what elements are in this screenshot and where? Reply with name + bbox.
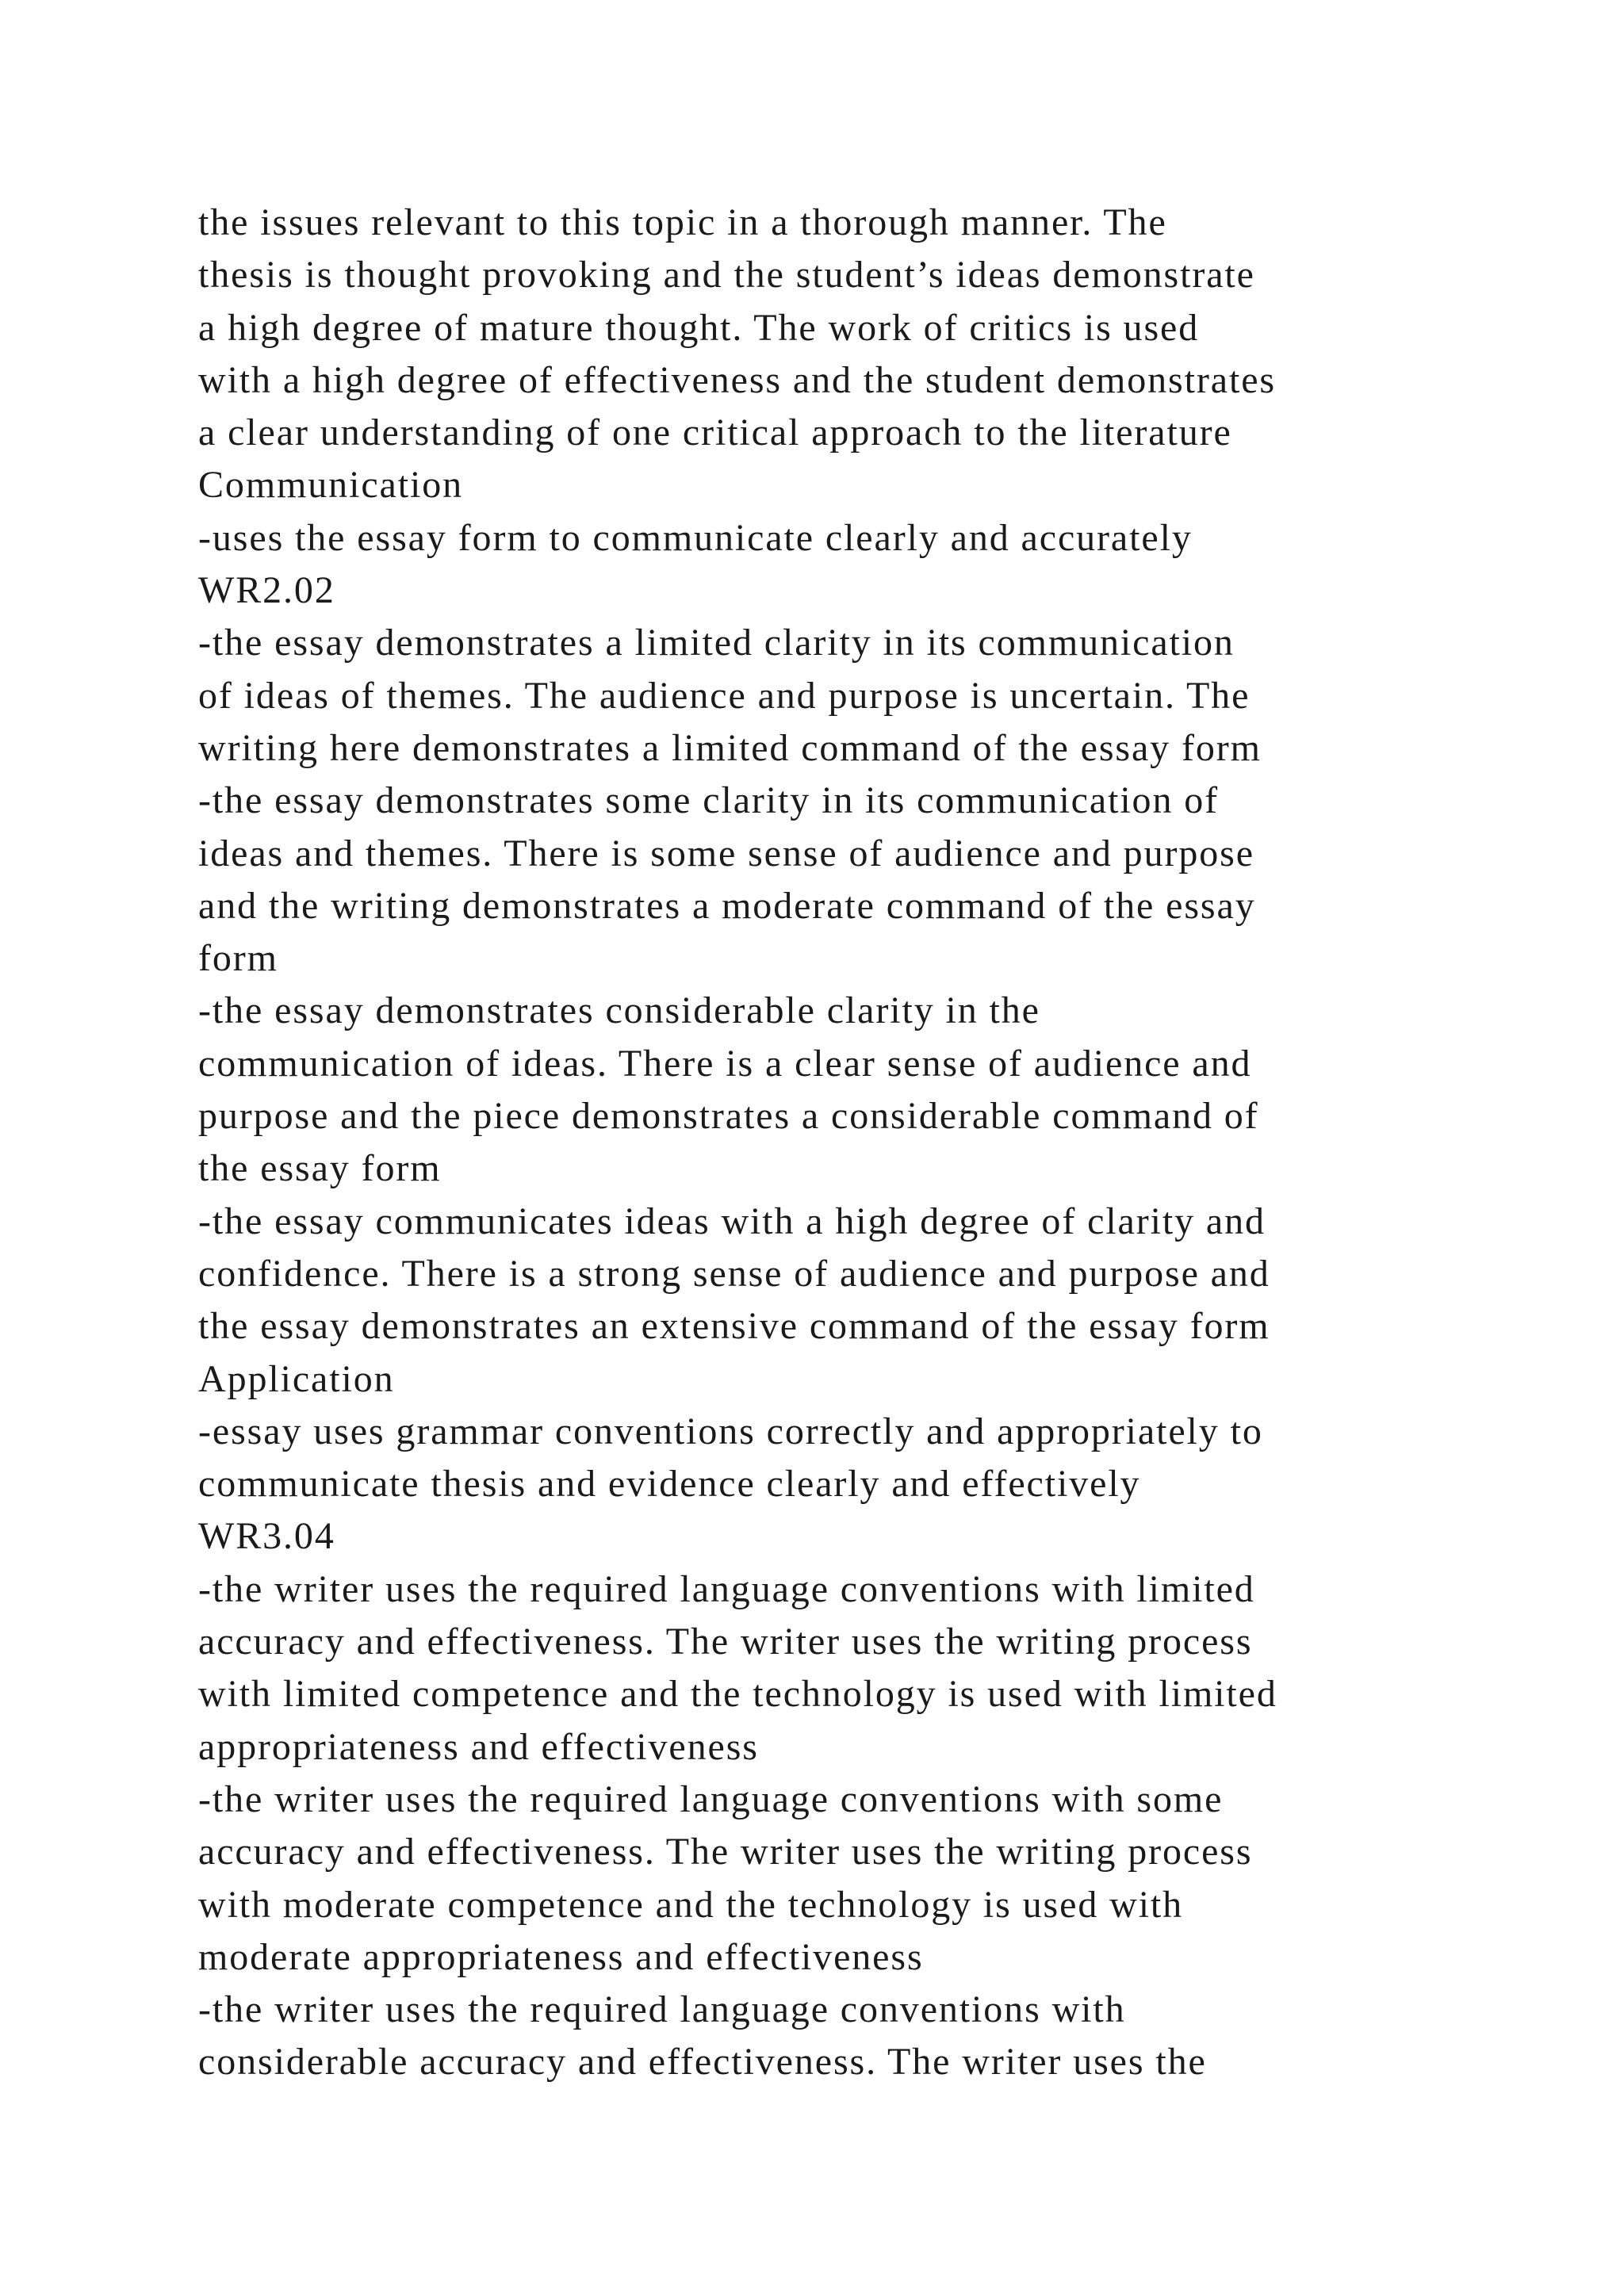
text-line: -the essay demonstrates a limited clarity in its communication	[198, 622, 1235, 664]
text-line: a high degree of mature thought. The work of critics is used	[198, 306, 1200, 349]
text-line: -essay uses grammar conventions correctly and appropriately to	[198, 1410, 1263, 1452]
document-body	[198, 197, 1562, 2089]
text-line: ideas and themes. There is some sense of audience and purpose	[198, 832, 1254, 874]
criterion-code: WR2.02	[198, 569, 335, 612]
text-line: form	[198, 937, 278, 980]
text-line: thesis is thought provoking and the student’s ideas demonstrate	[198, 254, 1255, 297]
text-line: -the essay communicates ideas with a high degree of clarity and	[198, 1200, 1266, 1242]
text-line: with moderate competence and the technology is used with	[198, 1883, 1184, 1926]
text-line: the issues relevant to this topic in a thorough manner. The	[198, 201, 1167, 243]
text-line: -the essay demonstrates considerable clarity in the	[198, 989, 1040, 1032]
text-line: considerable accuracy and effectiveness. The writer uses the	[198, 2041, 1207, 2084]
text-line: appropriateness and effectiveness	[198, 1725, 759, 1768]
text-line: -the essay demonstrates some clarity in its communication of	[198, 779, 1220, 822]
text-line: confidence. There is a strong sense of audience and purpose and	[198, 1252, 1270, 1295]
text-line: moderate appropriateness and effectiveness	[198, 1935, 924, 1978]
section-heading-application: Application	[198, 1357, 395, 1400]
text-line: purpose and the piece demonstrates a considerable command of	[198, 1095, 1259, 1138]
text-line: the essay form	[198, 1147, 442, 1190]
text-line: of ideas of themes. The audience and purpose is uncertain. The	[198, 674, 1251, 717]
text-line: communication of ideas. There is a clear sense of audience and	[198, 1042, 1252, 1085]
text-line: a clear understanding of one critical approach to the literature	[198, 411, 1232, 454]
text-line: accuracy and effectiveness. The writer uses the writing process	[198, 1621, 1253, 1663]
text-line: the essay demonstrates an extensive command of the essay form	[198, 1305, 1270, 1348]
text-line: -the writer uses the required language conventions with limited	[198, 1567, 1255, 1610]
text-line: and the writing demonstrates a moderate command of the essay	[198, 884, 1256, 927]
text-line: -the writer uses the required language conventions with some	[198, 1777, 1224, 1820]
text-line: with limited competence and the technology is used with limited	[198, 1673, 1277, 1716]
text-line: communicate thesis and evidence clearly and effectively	[198, 1463, 1141, 1506]
text-line: accuracy and effectiveness. The writer uses the writing process	[198, 1831, 1253, 1873]
criterion-code: WR3.04	[198, 1515, 335, 1558]
text-line: -the writer uses the required language conventions with	[198, 1988, 1126, 2031]
text-line: writing here demonstrates a limited command of the essay form	[198, 726, 1262, 769]
text-line: -uses the essay form to communicate clearly and accurately	[198, 516, 1193, 559]
text-line: with a high degree of effectiveness and the student demonstrates	[198, 358, 1276, 401]
section-heading-communication: Communication	[198, 464, 464, 507]
